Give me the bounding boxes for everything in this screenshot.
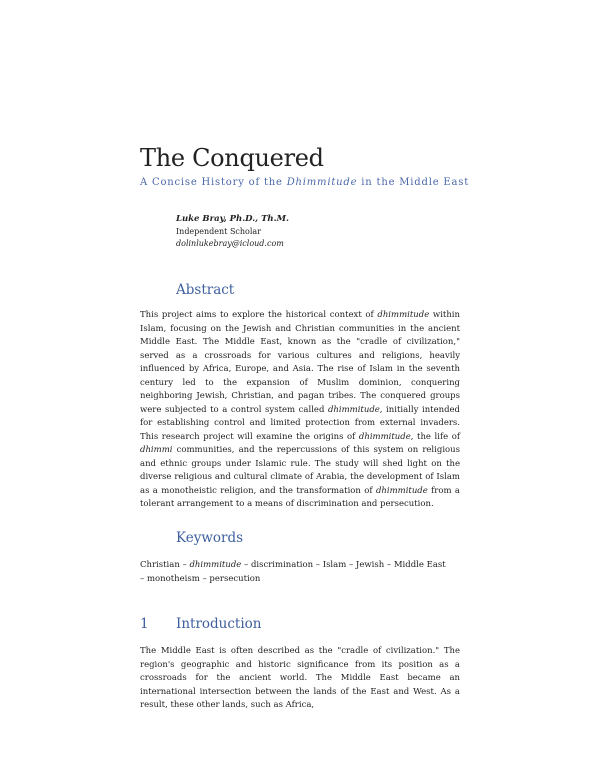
keywords-text: [140, 559, 450, 586]
author-email: dolinlukebray@icloud.com: [176, 239, 284, 248]
section-number: 1: [140, 616, 149, 632]
italic-term: dhimmitude: [327, 404, 380, 415]
author-affiliation: Independent Scholar: [176, 227, 262, 236]
introduction-text: The Middle East is often described as the "cradle of civilization." The region's geographic and historic significance from its position as a crossroads for the ancient world. The Middle East became an international intersection between the lands of the East and West. As a result, these other lands, such as Africa,: [140, 646, 460, 710]
author-name: Luke Bray, Ph.D., Th.M.: [176, 214, 289, 224]
abstract-text: [140, 309, 460, 512]
text-run: – discrimination – Islam – Jewish – Middle East – monotheism – persecution: [140, 560, 446, 584]
text-run: , initially intended for establishing control and limited protection from external invaders. This research project will examine the origins of: [140, 404, 460, 442]
paper-subtitle: [140, 176, 469, 190]
subtitle-suffix: in the Middle East: [357, 177, 470, 188]
keywords-heading: Keywords: [176, 530, 244, 546]
introduction-heading: Introduction: [176, 616, 262, 632]
text-run: , the life of: [410, 431, 461, 442]
text-run: within Islam, focusing on the Jewish and Christian communities in the ancient Middle East. The Middle East, known as the "cradle of civilization," served as a crossroads for various cultures and religions, heavily influenced by Africa, Europe, and Asia. The rise of Islam in the seventh century led to the expansion of Muslim dominion, conquering neighboring Jewish, Christian, and pagan tribes. The conquered groups were subjected to a control system called: [140, 310, 460, 415]
italic-term: dhimmitude: [189, 560, 242, 570]
paper-title: The Conquered: [140, 144, 324, 172]
abstract-heading: Abstract: [176, 282, 235, 298]
italic-term: dhimmi: [140, 445, 173, 455]
italic-term: dhimmitude: [377, 310, 430, 320]
author-block: [176, 213, 289, 250]
text-run: communities, and the repercussions of this system on religious and ethnic groups under Islamic rule. The study will shed light on the diverse religious and cultural climate of Arabia, the development of Islam as a monotheistic religion, and the transformation of: [140, 445, 460, 496]
subtitle-italic-term: Dhimmitude: [286, 177, 358, 188]
text-run: from a tolerant arrangement to a means of discrimination and persecution.: [140, 485, 460, 509]
text-run: This project aims to explore the historical context of: [140, 310, 378, 320]
italic-term: dhimmitude: [358, 431, 411, 442]
subtitle-prefix: A Concise History of the: [140, 177, 287, 188]
text-run: Christian –: [140, 560, 190, 570]
italic-term: dhimmitude: [375, 485, 428, 496]
